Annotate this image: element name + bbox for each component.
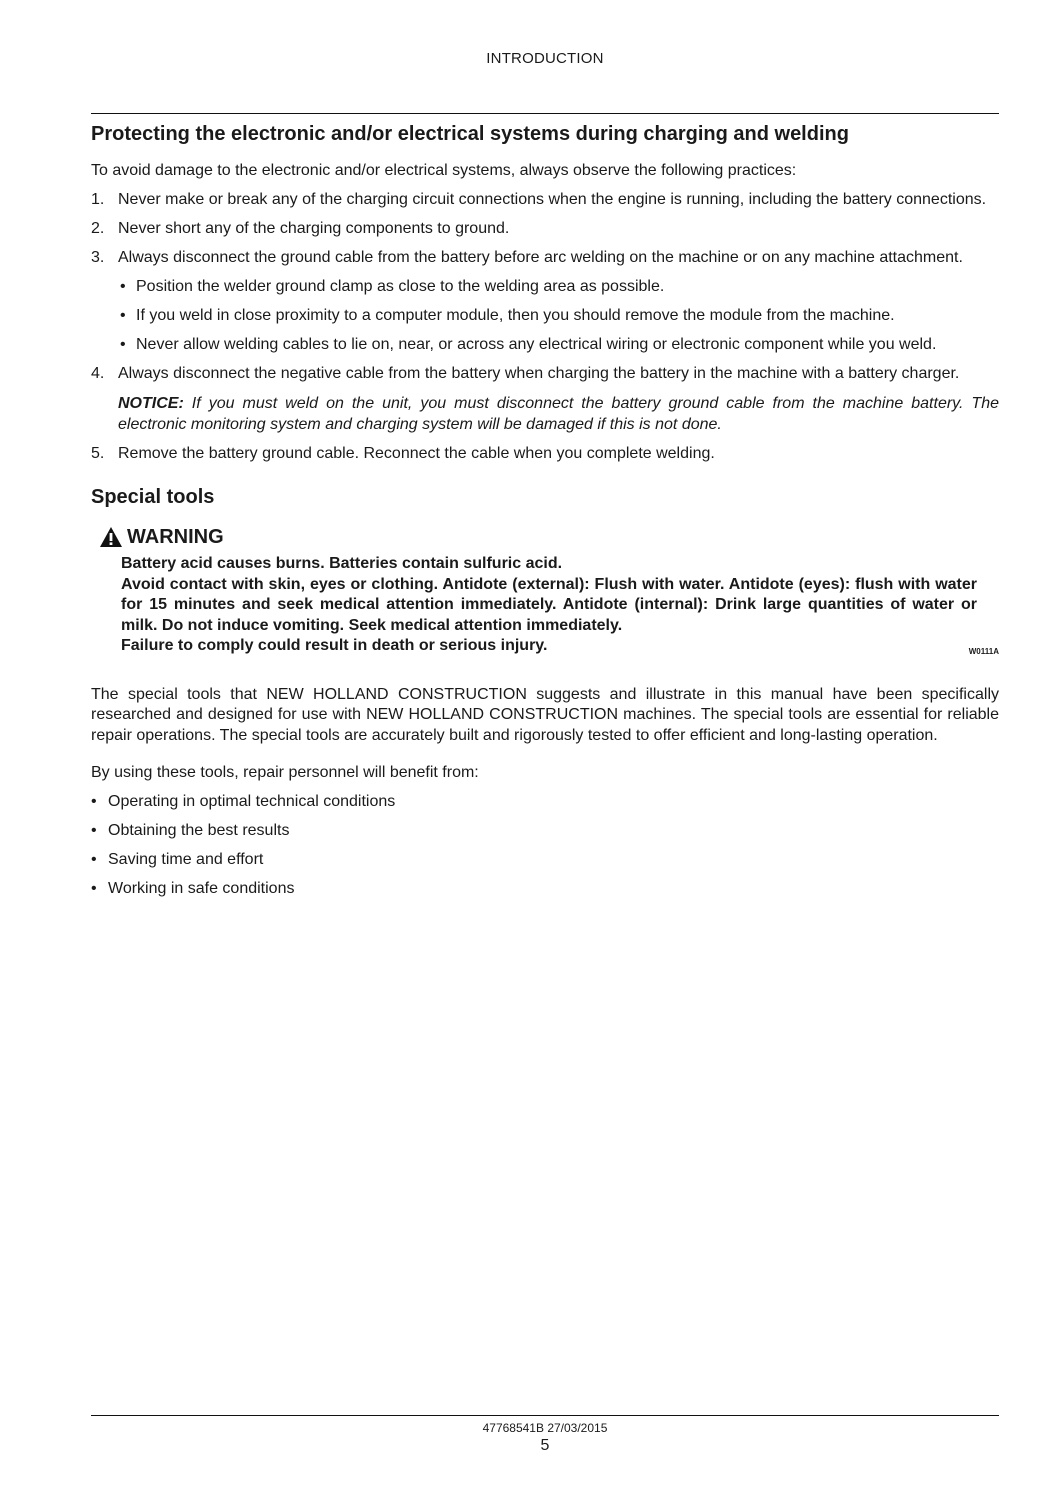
bullet-icon: •: [91, 879, 97, 897]
step-text: Always disconnect the ground cable from the battery before arc welding on the machine or on any machine attachment.: [118, 248, 963, 266]
warning-block: [99, 524, 999, 657]
step-number: 3.: [91, 248, 105, 266]
benefit-intro: By using these tools, repair personnel will benefit from:: [91, 764, 479, 781]
step-item: [91, 219, 999, 240]
benefit-item: [91, 879, 999, 900]
benefit-text: Saving time and effort: [108, 850, 264, 868]
header-rule: [91, 113, 999, 114]
step-sub-item: [118, 335, 999, 356]
step-number: 1.: [91, 190, 105, 208]
step-number: 2.: [91, 219, 105, 237]
warning-line: Failure to comply could result in death or serious injury.: [121, 637, 548, 654]
warning-line: Battery acid causes burns. Batteries contain sulfuric acid.: [121, 555, 563, 572]
bullet-icon: •: [91, 821, 97, 839]
step-item: [91, 364, 999, 436]
warning-code: W0111A: [968, 647, 999, 656]
notice-text: If you must weld on the unit, you must disconnect the battery ground cable from the machine battery. The electronic monitoring system and charging system will be damaged if this is not done.: [118, 395, 999, 433]
page-content: [91, 121, 999, 908]
warning-label: WARNING: [127, 525, 224, 548]
step-sub-list: [118, 277, 999, 356]
warning-triangle-icon: [99, 526, 123, 548]
notice-paragraph: [118, 394, 999, 435]
step-item: [91, 190, 999, 211]
bullet-icon: •: [91, 850, 97, 868]
special-tools-paragraph: The special tools that NEW HOLLAND CONSTRUCTION suggests and illustrate in this manual have been specifically researched and designed for use with NEW HOLLAND CONSTRUCTION machines. The special tools are essential for reliable repair operations. The special tools are accurately built and rigorously tested to offer efficient and long-lasting operation.: [91, 685, 999, 744]
step-item: [91, 248, 999, 356]
step-number: 4.: [91, 364, 105, 382]
warning-body: [121, 554, 977, 657]
bullet-icon: •: [120, 335, 126, 353]
notice-label: NOTICE:: [118, 395, 184, 412]
page-footer: [0, 1420, 1059, 1456]
step-number: 5.: [91, 444, 105, 462]
special-tools-title: Special tools: [91, 486, 215, 508]
benefit-text: Obtaining the best results: [108, 821, 290, 839]
step-sub-text: Position the welder ground clamp as close to the welding area as possible.: [136, 277, 665, 295]
section-intro: To avoid damage to the electronic and/or electrical systems, always observe the following practices:: [91, 162, 797, 179]
warning-header: [99, 524, 999, 550]
step-item: [91, 444, 999, 465]
section-title: Protecting the electronic and/or electrical systems during charging and welding: [91, 123, 849, 145]
page-header: INTRODUCTION: [486, 50, 604, 67]
step-text: Never make or break any of the charging circuit connections when the engine is running, including the battery connections.: [118, 190, 987, 208]
step-text: Never short any of the charging components to ground.: [118, 219, 510, 237]
benefit-item: [91, 792, 999, 813]
bullet-icon: •: [120, 277, 126, 295]
bullet-icon: •: [120, 306, 126, 324]
benefit-item: [91, 850, 999, 871]
benefit-item: [91, 821, 999, 842]
benefit-text: Operating in optimal technical conditions: [108, 792, 396, 810]
benefits-list: [91, 792, 999, 900]
step-sub-text: Never allow welding cables to lie on, near, or across any electrical wiring or electronic component while you weld.: [136, 335, 937, 353]
steps-list: [91, 190, 999, 465]
step-sub-text: If you weld in close proximity to a computer module, then you should remove the module from the machine.: [136, 306, 895, 324]
document-id: 47768541B 27/03/2015: [482, 1421, 608, 1435]
bullet-icon: •: [91, 792, 97, 810]
warning-line: Avoid contact with skin, eyes or clothing. Antidote (external): Flush with water. Antidote (eyes): flush with water for 15 minutes and seek medical attention immediately. Antidote (internal): Drink large quantities of water or milk. Do not induce vomiting. Seek medical attention immediately.: [121, 575, 977, 634]
step-text: Always disconnect the negative cable from the battery when charging the battery in the machine with a battery charger.: [118, 364, 960, 382]
step-sub-item: [118, 277, 999, 298]
benefit-text: Working in safe conditions: [108, 879, 295, 897]
footer-rule: [91, 1415, 999, 1416]
page-number: 5: [540, 1437, 550, 1454]
step-text: Remove the battery ground cable. Reconnect the cable when you complete welding.: [118, 444, 715, 462]
step-sub-item: [118, 306, 999, 327]
